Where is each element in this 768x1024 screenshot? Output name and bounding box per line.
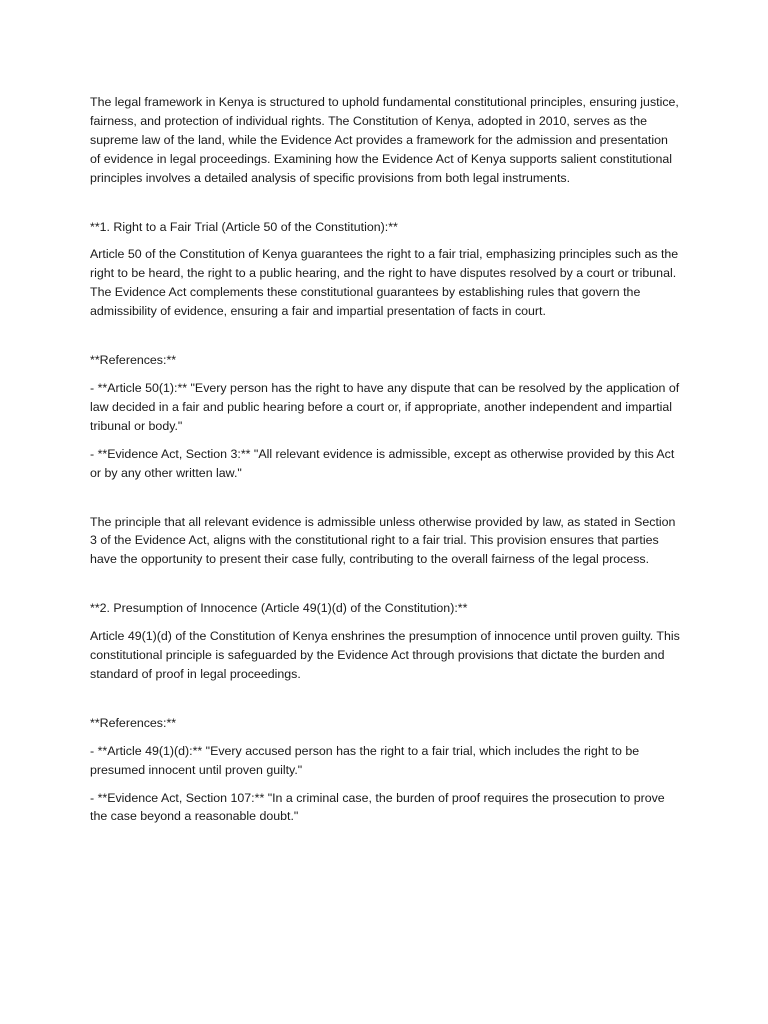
section-2-references-heading: **References:** bbox=[90, 715, 177, 730]
section-1-heading: **1. Right to a Fair Trial (Article 50 of the Constitution):** bbox=[90, 219, 398, 234]
section-2-heading: **2. Presumption of Innocence (Article 49(1)(d) of the Constitution):** bbox=[90, 601, 468, 616]
section-1-reference-2: - **Evidence Act, Section 3:** "All relevant evidence is admissible, except as otherwise provided by this Act or by any other written law." bbox=[90, 446, 675, 480]
intro-paragraph: The legal framework in Kenya is structured to uphold fundamental constitutional principles, ensuring justice, fairness, and protection of individual rights. The Constitution of Kenya, adopted in 2010, serves as the supreme law of the land, while the Evidence Act provides a framework for the admission and presentation of evidence in legal proceedings. Examining how the Evidence Act of Kenya supports salient constitutional principles involves a detailed analysis of specific provisions from both legal instruments. bbox=[90, 95, 679, 185]
section-2-body: Article 49(1)(d) of the Constitution of Kenya enshrines the presumption of innocence until proven guilty. This constitutional principle is safeguarded by the Evidence Act through provisions that dictate the burden and standard of proof in legal proceedings. bbox=[90, 629, 680, 681]
section-1-references-heading: **References:** bbox=[90, 353, 177, 368]
section-1-body: Article 50 of the Constitution of Kenya guarantees the right to a fair trial, emphasizing principles such as the right to be heard, the right to a public hearing, and the right to have disputes resolved by a court or tribunal. The Evidence Act complements these constitutional guarantees by establishing rules that govern the admissibility of evidence, ensuring a fair and impartial presentation of facts in court. bbox=[90, 247, 679, 319]
section-1-analysis: The principle that all relevant evidence is admissible unless otherwise provided by law, as stated in Section 3 of the Evidence Act, aligns with the constitutional right to a fair trial. This provision ensures that parties have the opportunity to present their case fully, contributing to the overall fairness of the legal process. bbox=[90, 514, 676, 567]
section-2-reference-1: - **Article 49(1)(d):** "Every accused person has the right to a fair trial, which includes the right to be presumed innocent until proven guilty." bbox=[90, 743, 640, 777]
section-2-reference-2: - **Evidence Act, Section 107:** "In a criminal case, the burden of proof requires the prosecution to prove the case beyond a reasonable doubt." bbox=[90, 790, 665, 824]
document-page bbox=[90, 93, 680, 826]
section-1-reference-1: - **Article 50(1):** "Every person has the right to have any dispute that can be resolved by the application of law decided in a fair and public hearing before a court or, if appropriate, another independent and impartial tribunal or body." bbox=[90, 380, 680, 433]
